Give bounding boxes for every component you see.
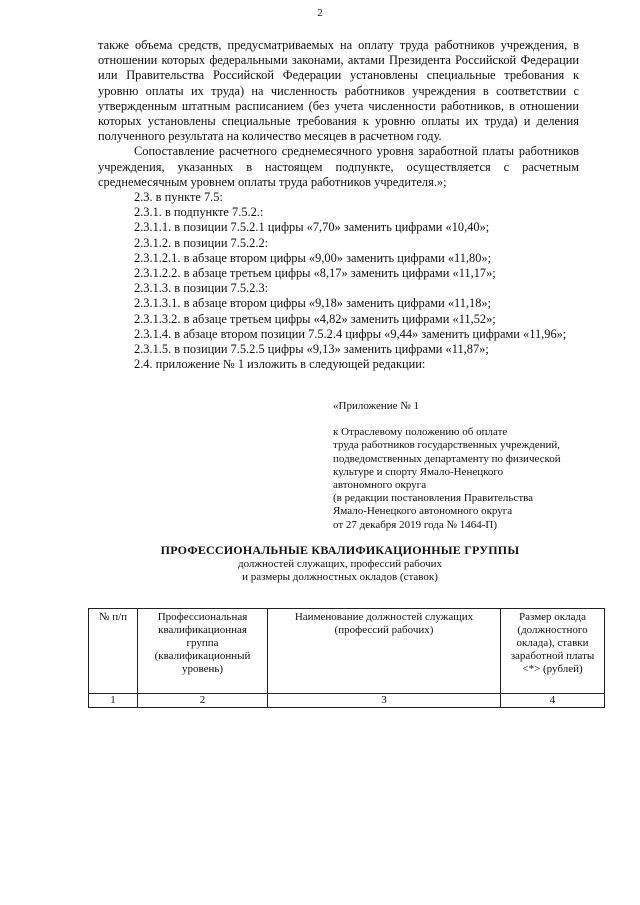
list-item: 2.3.1.3.2. в абзаце третьем цифры «4,82» заменить цифрами «11,52»;: [134, 311, 496, 326]
list-item: 2.3.1.5. в позиции 7.5.2.5 цифры «9,13» заменить цифрами «11,87»;: [134, 342, 489, 357]
header-cell-number: № п/п: [89, 609, 138, 694]
appendix-line: (в редакции постановления Правительства: [333, 492, 534, 505]
column-number-cell: 4: [501, 694, 605, 708]
list-item: 2.3.1.3.1. в абзаце втором цифры «9,18» заменить цифрами «11,18»;: [134, 296, 492, 311]
list-item: 2.3.1.3. в позиции 7.5.2.3:: [134, 281, 269, 296]
header-cell-salary: Размер оклада (должностного оклада), ставки заработной платы <*> (рублей): [501, 609, 605, 694]
list-item: 2.3.1. в подпункте 7.5.2.:: [134, 205, 264, 220]
appendix-line: культуре и спорту Ямало-Ненецкого: [333, 465, 504, 478]
heading-subtitle: и размеры должностных окладов (ставок): [242, 571, 438, 583]
header-cell-positions: Наименование должностей служащих (профессий рабочих): [268, 609, 501, 694]
list-item: 2.3.1.2. в позиции 7.5.2.2:: [134, 235, 269, 250]
heading-title: ПРОФЕССИОНАЛЬНЫЕ КВАЛИФИКАЦИОННЫЕ ГРУППЫ: [160, 543, 520, 557]
appendix-note: [333, 400, 613, 532]
salary-table: [88, 608, 605, 708]
list-item: 2.4. приложение № 1 изложить в следующей редакции:: [134, 357, 426, 372]
appendix-line: подведомственных департаменту по физической: [333, 452, 561, 465]
appendix-line: труда работников государственных учреждений,: [333, 439, 561, 452]
header-cell-group: Профессиональная квалификационная группа (квалификационный уровень): [138, 609, 268, 694]
appendix-line: Ямало-Ненецкого автономного округа: [333, 505, 513, 518]
list-item: 2.3.1.4. в абзаце втором позиции 7.5.2.4 цифры «9,44» заменить цифрами «11,96»;: [134, 326, 567, 341]
column-number-cell: 2: [138, 694, 268, 708]
list-item: 2.3.1.2.2. в абзаце третьем цифры «8,17» заменить цифрами «11,17»;: [134, 266, 496, 281]
list-item: 2.3.1.2.1. в абзаце втором цифры «9,00» заменить цифрами «11,80»;: [134, 250, 492, 265]
list-item: 2.3. в пункте 7.5:: [134, 190, 223, 205]
appendix-line: от 27 декабря 2019 года № 1464-П): [333, 518, 498, 531]
table-row: [89, 694, 605, 708]
paragraph-comparison: Сопоставление расчетного среднемесячного уровня заработной платы работников учреждения, указанных в настоящем подпункте, осуществляется с расчетным среднемесячным уровнем оплаты труда работников учредителя.»;: [98, 144, 579, 189]
paragraph-continuation: также объема средств, предусматриваемых на оплату труда работников учреждения, в отношении которых федеральными законами, актами Президента Российской Федерации или Правительства Российской Федерации установлены специальные требования к уровню оплаты их труда) на численность работников учреждения в соответствии с утвержденным штатным расписанием (без учета численности работников, в отношении которых установлены специальные требования к уровню оплаты их труда) и деления полученного результата на количество месяцев в расчетном году.: [98, 38, 579, 144]
section-heading: [100, 543, 580, 584]
heading-subtitle: должностей служащих, профессий рабочих: [237, 558, 443, 570]
appendix-line: автономного округа: [333, 479, 427, 492]
appendix-title: «Приложение № 1: [333, 400, 420, 412]
column-number-cell: 3: [268, 694, 501, 708]
document-body: [98, 38, 579, 372]
column-number-cell: 1: [89, 694, 138, 708]
appendix-line: к Отраслевому положению об оплате: [333, 426, 508, 439]
page-number: 2: [317, 7, 323, 19]
table-header-row: [89, 609, 605, 694]
list-item: 2.3.1.1. в позиции 7.5.2.1 цифры «7,70» заменить цифрами «10,40»;: [134, 220, 490, 235]
